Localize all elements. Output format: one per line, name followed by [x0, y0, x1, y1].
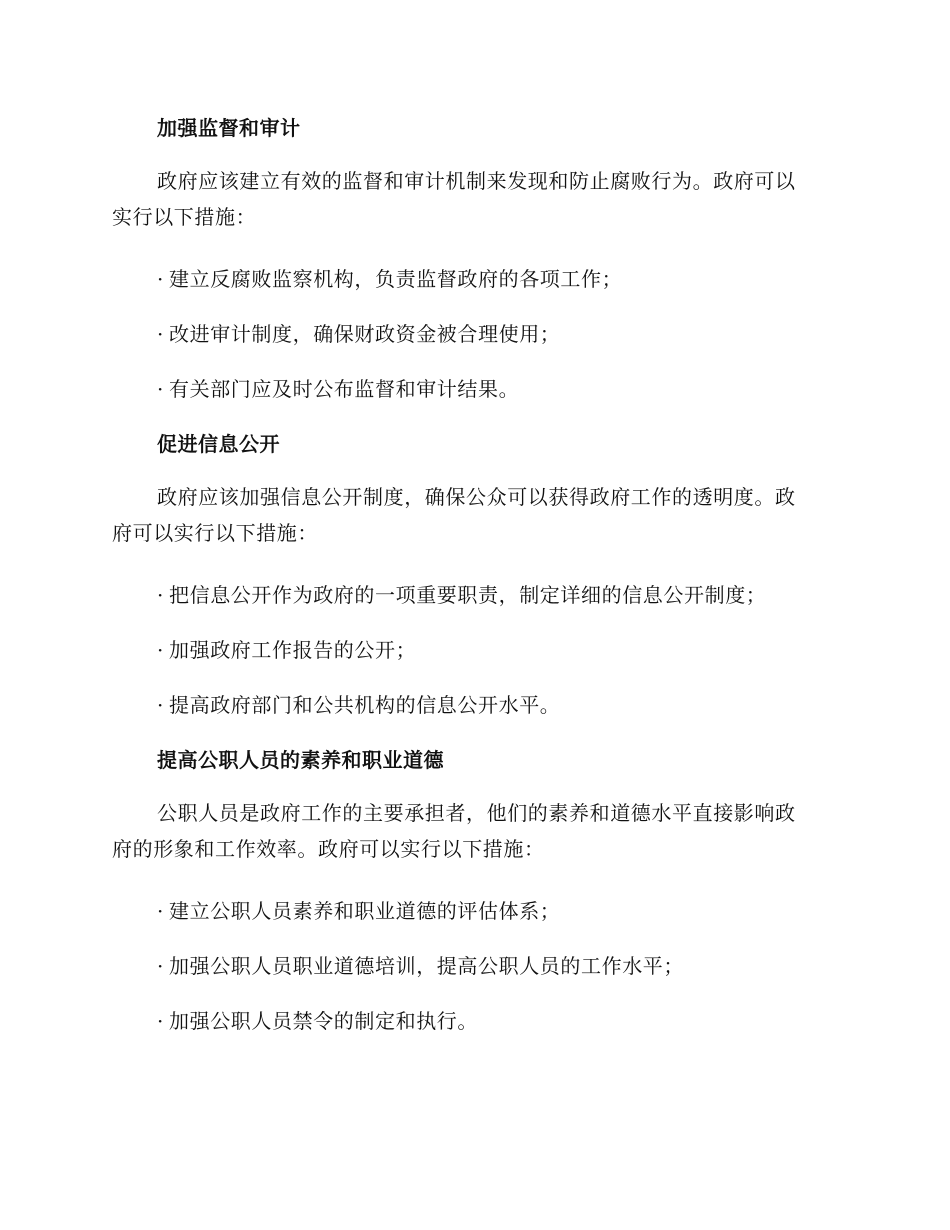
- bullet-dot: ·: [157, 693, 164, 717]
- bullet-text: 改进审计制度，确保财政资金被合理使用；: [169, 322, 561, 346]
- bullet-dot: ·: [157, 638, 164, 662]
- bullet-text: 加强政府工作报告的公开；: [169, 638, 417, 662]
- paragraph-line: 政府应该加强信息公开制度，确保公众可以获得政府工作的透明度。政: [157, 485, 796, 509]
- paragraph-line: 政府应该建立有效的监督和审计机制来发现和防止腐败行为。政府可以: [157, 169, 796, 193]
- bullet-item: [157, 898, 560, 924]
- bullet-text: 有关部门应及时公布监督和审计结果。: [169, 377, 520, 401]
- bullet-text: 建立反腐败监察机构，负责监督政府的各项工作；: [169, 267, 623, 291]
- paragraph-line: 实行以下措施：: [112, 205, 257, 229]
- bullet-text: 把信息公开作为政府的一项重要职责，制定详细的信息公开制度；: [169, 583, 767, 607]
- bullet-item: [157, 692, 560, 718]
- paragraph-line: 府的形象和工作效率。政府可以实行以下措施：: [112, 837, 545, 861]
- bullet-dot: ·: [157, 322, 164, 346]
- bullet-item: [157, 1008, 478, 1034]
- section-heading: 促进信息公开: [157, 432, 280, 456]
- bullet-item: [157, 266, 622, 292]
- bullet-dot: ·: [157, 954, 164, 978]
- bullet-item: [157, 321, 560, 347]
- section-heading: 加强监督和审计: [157, 116, 301, 140]
- bullet-item: [157, 376, 519, 402]
- bullet-text: 提高政府部门和公共机构的信息公开水平。: [169, 693, 561, 717]
- bullet-text: 加强公职人员禁令的制定和执行。: [169, 1009, 478, 1033]
- bullet-text: 加强公职人员职业道德培训，提高公职人员的工作水平；: [169, 954, 684, 978]
- section-paragraph: [112, 795, 832, 867]
- paragraph-line: 公职人员是政府工作的主要承担者，他们的素养和道德水平直接影响政: [157, 801, 796, 825]
- bullet-dot: ·: [157, 583, 164, 607]
- bullet-dot: ·: [157, 1009, 164, 1033]
- bullet-dot: ·: [157, 377, 164, 401]
- section-heading: 提高公职人员的素养和职业道德: [157, 748, 444, 772]
- bullet-item: [157, 582, 766, 608]
- bullet-text: 建立公职人员素养和职业道德的评估体系；: [169, 899, 561, 923]
- section-paragraph: [112, 479, 832, 551]
- paragraph-line: 府可以实行以下措施：: [112, 521, 318, 545]
- bullet-dot: ·: [157, 899, 164, 923]
- bullet-item: [157, 637, 416, 663]
- section-paragraph: [112, 163, 832, 235]
- bullet-dot: ·: [157, 267, 164, 291]
- bullet-item: [157, 953, 684, 979]
